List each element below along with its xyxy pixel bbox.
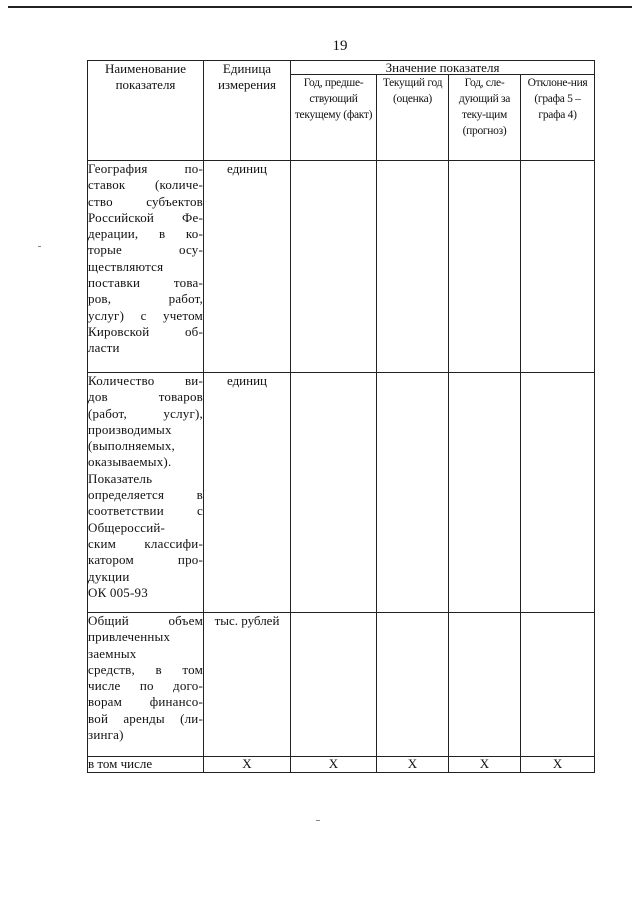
value-cell — [449, 373, 521, 613]
table-row — [88, 373, 595, 613]
table-row — [88, 613, 595, 757]
x-mark: X — [204, 757, 291, 773]
value-cell — [291, 613, 377, 757]
value-cell — [521, 613, 595, 757]
x-mark: X — [291, 757, 377, 773]
table-row — [88, 161, 595, 373]
indicator-name-cell: Количество ви- дов товаров (работ, услуг), производимых (выполняемых, оказываемых). Показатель определяется в соответствии с Общероссий- ским классифи- катором про- дукции ОК 005-93 — [88, 373, 204, 613]
header-prev-year: Год, предше-ствующий текущему (факт) — [291, 75, 377, 161]
top-rule — [8, 6, 632, 8]
including-label: в том числе — [88, 757, 204, 773]
x-mark: X — [521, 757, 595, 773]
value-cell — [521, 161, 595, 373]
value-cell — [377, 613, 449, 757]
header-deviation: Отклоне-ния (графа 5 – графа 4) — [521, 75, 595, 161]
x-mark: X — [449, 757, 521, 773]
header-indicator-value: Значение показателя — [291, 61, 595, 75]
value-cell — [449, 613, 521, 757]
header-indicator-name: Наименование показателя — [88, 61, 204, 161]
value-cell — [291, 373, 377, 613]
indicator-name-cell: География по- ставок (количе- ство субъектов Российской Фе- дерации, в ко- торые осу- ществляются поставки това- ров, работ, услуг) с учетом Кировской об- ласти — [88, 161, 204, 373]
value-cell — [521, 373, 595, 613]
unit-cell: единиц — [204, 373, 291, 613]
indicator-table — [87, 60, 595, 773]
unit-cell: тыс. рублей — [204, 613, 291, 757]
header-current-year: Текущий год (оценка) — [377, 75, 449, 161]
unit-cell: единиц — [204, 161, 291, 373]
header-unit: Единица измерения — [204, 61, 291, 161]
indicator-name-cell: Общий объем привлеченных заемных средств, в том числе по дого- ворам финансо- вой аренды (ли- зинга) — [88, 613, 204, 757]
scan-speck — [316, 820, 320, 821]
value-cell — [377, 373, 449, 613]
value-cell — [377, 161, 449, 373]
header-next-year: Год, сле-дующий за теку-щим (прогноз) — [449, 75, 521, 161]
table-row-including — [88, 757, 595, 773]
page-number: 19 — [332, 38, 348, 54]
scan-speck — [38, 246, 41, 247]
value-cell — [449, 161, 521, 373]
value-cell — [291, 161, 377, 373]
x-mark: X — [377, 757, 449, 773]
